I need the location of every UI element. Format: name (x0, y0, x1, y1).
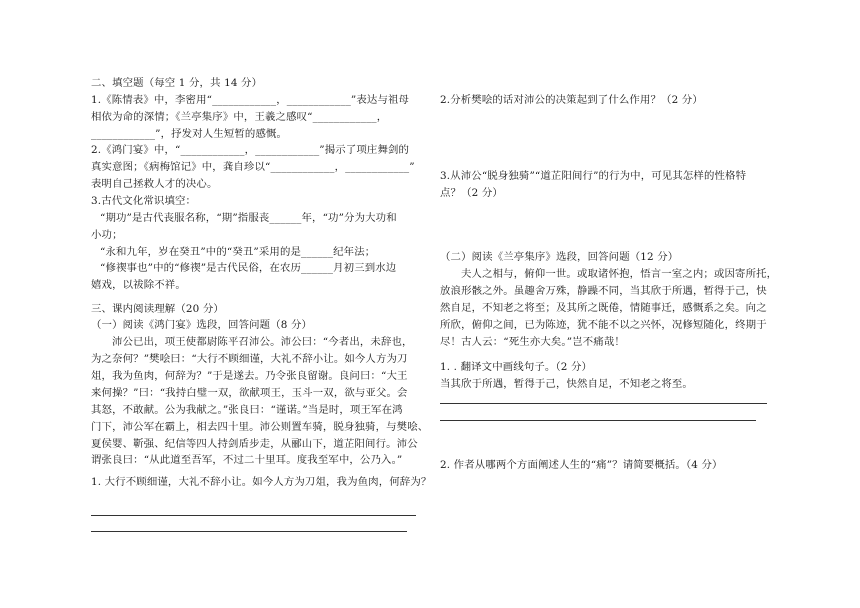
passage-2-line-1: 夫人之相与，俯仰一世。或取诸怀抱，悟言一室之内；或因寄所托， (461, 268, 778, 280)
q3-line-3: “永和九年，岁在癸丑”中的“癸丑”采用的是______纪年法； (100, 246, 376, 258)
q3-line-2: 小功； (91, 229, 123, 241)
answer-line[interactable] (440, 403, 767, 404)
answer-line[interactable] (91, 515, 416, 516)
question-2-prompt: 2.分析樊哙的话对沛公的决策起到了什么作用？（2 分） (440, 94, 703, 106)
q3-line-4: “修禊事也”中的“修禊”是古代民俗，在农历______月初三到水边 (100, 262, 397, 274)
passage-1-line-5: 其怒，不敢献。公为我献之。”张良曰：“谨诺。”当是时，项王军在鸿 (91, 404, 403, 416)
question-3-line-1: 3.从沛公“脱身独骑”“道芷阳间行”的行为中，可见其怎样的性格特 (440, 170, 747, 182)
passage-1-line-2: 为之奈何？”樊哙曰：“大行不顾细谨，大礼不辞小让。如今人方为刀 (91, 353, 408, 365)
q1-line-3: ____________”，抒发对人生短暂的感慨。 (91, 128, 288, 140)
subsection-2-title: （二）阅读《兰亭集序》选段，回答问题（12 分） (440, 251, 679, 263)
passage-1-line-3: 俎，我为鱼肉，何辞为？”于是遂去。乃令张良留谢。良问曰：“大王 (91, 370, 408, 382)
question-b1-prompt: 1. . 翻译文中画线句子。（2 分） (440, 361, 593, 373)
passage-1-line-8: 谓张良曰：“从此道至吾军，不过二十里耳。度我至军中，公乃入。” (91, 454, 403, 466)
passage-1-line-1: 沛公已出，项王使都尉陈平召沛公。沛公曰：“今者出，未辞也， (112, 336, 413, 348)
q2-line-1: 2.《鸿门宴》中，“____________，____________”揭示了项庄舞剑的 (91, 144, 410, 156)
passage-1-line-4: 来何操？”曰：“我持白璧一双，欲献项王，玉斗一双，欲与亚父。会 (91, 387, 408, 399)
section-2-title: 二、填空题（每空 1 分，共 14 分） (91, 77, 263, 89)
q3-line-1: “期功”是古代丧服名称，“期”指服丧______年，“功”分为大功和 (100, 212, 397, 224)
q2-line-3: 表明自己拯救人才的决心。 (91, 178, 218, 190)
section-3-title: 三、课内阅读理解（20 分） (91, 303, 224, 315)
passage-2-line-5: 尽！古人云：“死生亦大矣。”岂不痛哉！ (440, 336, 625, 348)
q1-line-2: 相依为命的深情；《兰亭集序》中，王羲之感叹“____________， (91, 111, 388, 123)
answer-line[interactable] (440, 420, 756, 421)
q2-line-2: 真实意图；《病梅馆记》中，龚自珍以“____________，____________” (91, 161, 415, 173)
subsection-1-title: （一）阅读《鸿门宴》选段，回答问题（8 分） (91, 319, 313, 331)
passage-1-line-6: 门下，沛公军在霸上，相去四十里。沛公则置车骑，脱身独骑，与樊哙、 (91, 421, 429, 433)
question-3-line-2: 点？（2 分） (440, 187, 503, 199)
q3-line-5: 嬉戏，以祓除不祥。 (91, 279, 186, 291)
passage-2-line-3: 然自足，不知老之将至；及其所之既倦，情随事迁，感慨系之矣。向之 (440, 302, 767, 314)
question-b1-sentence: 当其欣于所遇，暂得于己，快然自足，不知老之将至。 (440, 378, 693, 390)
q1-line-1: 1.《陈情表》中，李密用“____________，____________”表达与祖母 (91, 94, 410, 106)
passage-2-line-4: 所欣，俯仰之间，已为陈迹，犹不能不以之兴怀，况修短随化，终期于 (440, 319, 767, 331)
passage-2-line-2: 放浪形骸之外。虽趣舍万殊，静躁不同，当其欣于所遇，暂得于己，快 (440, 285, 767, 297)
answer-line[interactable] (91, 531, 407, 532)
passage-1-line-7: 夏侯婴、靳强、纪信等四人持剑盾步走，从郦山下，道芷阳间行。沛公 (91, 438, 418, 450)
q3-title: 3.古代文化常识填空： (91, 195, 197, 207)
question-b2-prompt: 2. 作者从哪两个方面阐述人生的“痛”？请简要概括。（4 分） (440, 459, 723, 471)
question-1-prompt: 1. 大行不顾细谨，大礼不辞小让。如今人方为刀俎，我为鱼肉，何辞为？ (91, 476, 432, 488)
